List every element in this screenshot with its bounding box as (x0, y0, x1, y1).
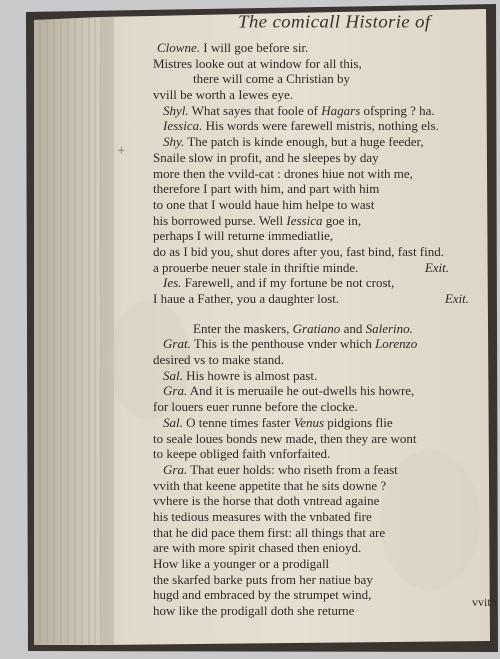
text-run: Mistres looke out at window for all this, (153, 55, 362, 71)
text-line (153, 150, 473, 166)
italic-text: Grat. (163, 336, 191, 352)
text-line (153, 197, 473, 213)
text-line (153, 118, 473, 134)
text-run: And it is meruaile he out-dwells his howre, (187, 383, 415, 399)
catchword: vvith (472, 595, 497, 609)
text-run: to seale loues bonds new made, then they are wont (153, 430, 417, 446)
text-run: Farewell, and if my fortune be not crost, (181, 275, 395, 291)
text-line (153, 352, 473, 368)
text-run: I will goe before sir. (199, 40, 309, 55)
text-line (153, 87, 473, 103)
text-line (153, 525, 473, 541)
stage-direction-exit: Exit. (444, 291, 469, 306)
text-line (153, 166, 473, 182)
text-run: the skarfed barke puts from her natiue bay (153, 571, 373, 587)
text-run: are with more spirit chased then enioyd. (153, 540, 362, 556)
text-run: His howre is almost past. (182, 367, 318, 383)
text-body (153, 40, 473, 619)
text-run: vvith that keene appetite that he sits downe ? (153, 477, 387, 493)
text-run: ofspring ? ha. (360, 102, 435, 118)
text-run: his borrowed purse. Well (153, 212, 287, 228)
text-run: What sayes that foole of (188, 102, 322, 118)
text-run: therefore I part with him, and part with him (153, 181, 380, 197)
text-line (153, 40, 473, 56)
text-line (153, 103, 473, 119)
text-run: do as I bid you, shut dores after you, fast bind, fast find. (153, 243, 445, 259)
text-line (153, 134, 473, 150)
text-line (153, 71, 473, 87)
italic-text: Hagars (321, 102, 361, 118)
text-line (153, 260, 473, 276)
text-run: hugd and embraced by the strumpet wind, (153, 587, 372, 603)
text-run: there will come a Christian by (193, 71, 351, 87)
text-line (153, 462, 473, 478)
text-line (153, 572, 473, 588)
text-line (153, 383, 473, 399)
text-run: His words were farewell mistris, nothing els. (202, 118, 439, 134)
text-run: desired vs to make stand. (153, 352, 285, 368)
running-title: The comicall Historie of (238, 12, 431, 33)
italic-text: Gra. (163, 461, 188, 477)
text-line (153, 587, 473, 603)
italic-text: Clowne. (157, 40, 200, 55)
stanza-gap (153, 307, 473, 321)
text-line (153, 399, 473, 415)
text-line (153, 56, 473, 72)
stage-direction-exit: Exit. (424, 259, 449, 275)
text-line (153, 478, 473, 494)
text-run: a prouerbe neuer stale in thriftie minde. (153, 259, 359, 275)
text-line (153, 336, 473, 352)
text-line (153, 431, 473, 447)
pencil-cross-mark: + (117, 143, 126, 159)
text-run: vvhere is the horse that doth vntread againe (153, 493, 380, 509)
text-run: I haue a Father, you a daughter lost. (153, 291, 340, 306)
text-run: that he did pace them first: all things that are (153, 524, 386, 540)
italic-text: Gratiano (292, 320, 341, 336)
italic-text: Iessica. (163, 118, 203, 134)
italic-text: Sal. (163, 414, 183, 430)
italic-text: Sal. (163, 367, 183, 383)
text-run: goe in, (322, 212, 362, 228)
text-line (153, 244, 473, 260)
italic-text: Venus (293, 414, 325, 430)
italic-text: Shyl. (163, 102, 189, 118)
text-run: more then the vvild-cat : drones hiue not with me, (153, 165, 413, 181)
italic-text: Gra. (163, 383, 188, 399)
text-run: Snaile slow in profit, and he sleepes by day (153, 149, 379, 165)
text-run: how like the prodigall doth she returne (153, 603, 355, 619)
text-run: pidgions flie (324, 414, 393, 430)
text-run: Enter the maskers, (193, 320, 293, 336)
text-line (153, 368, 473, 384)
text-line (153, 213, 473, 229)
text-line (153, 181, 473, 197)
text-run: This is the penthouse vnder which (190, 336, 376, 352)
text-line (153, 540, 473, 556)
text-line (153, 291, 473, 307)
text-run: to keepe obliged faith vnforfaited. (153, 446, 331, 462)
text-line (153, 603, 473, 619)
text-run: to one that I would haue him helpe to wast (153, 196, 375, 212)
text-run: The patch is kinde enough, but a huge feeder, (184, 134, 424, 150)
text-line (153, 321, 473, 337)
text-line (153, 556, 473, 572)
italic-text: Shy. (163, 134, 185, 150)
text-run: That euer holds: who riseth from a feast (187, 461, 398, 477)
text-line (153, 446, 473, 462)
text-run: perhaps I will returne immediatlie, (153, 228, 334, 244)
text-run: and (340, 320, 366, 336)
italic-text: Salerino. (365, 320, 413, 336)
text-run: O tenne times faster (182, 414, 294, 430)
text-line (153, 493, 473, 509)
text-run: How like a younger or a prodigall (153, 556, 330, 571)
italic-text: Iessica (286, 212, 323, 228)
text-line (153, 509, 473, 525)
italic-text: Lorenzo (375, 336, 418, 352)
italic-text: Ies. (163, 275, 182, 291)
text-run: vvill be worth a Iewes eye. (153, 87, 294, 103)
text-run: his tedious measures with the vnbated fire (153, 508, 372, 524)
text-line (153, 275, 473, 291)
text-line (153, 415, 473, 431)
text-line (153, 228, 473, 244)
text-run: for louers euer runne before the clocke. (153, 399, 358, 415)
